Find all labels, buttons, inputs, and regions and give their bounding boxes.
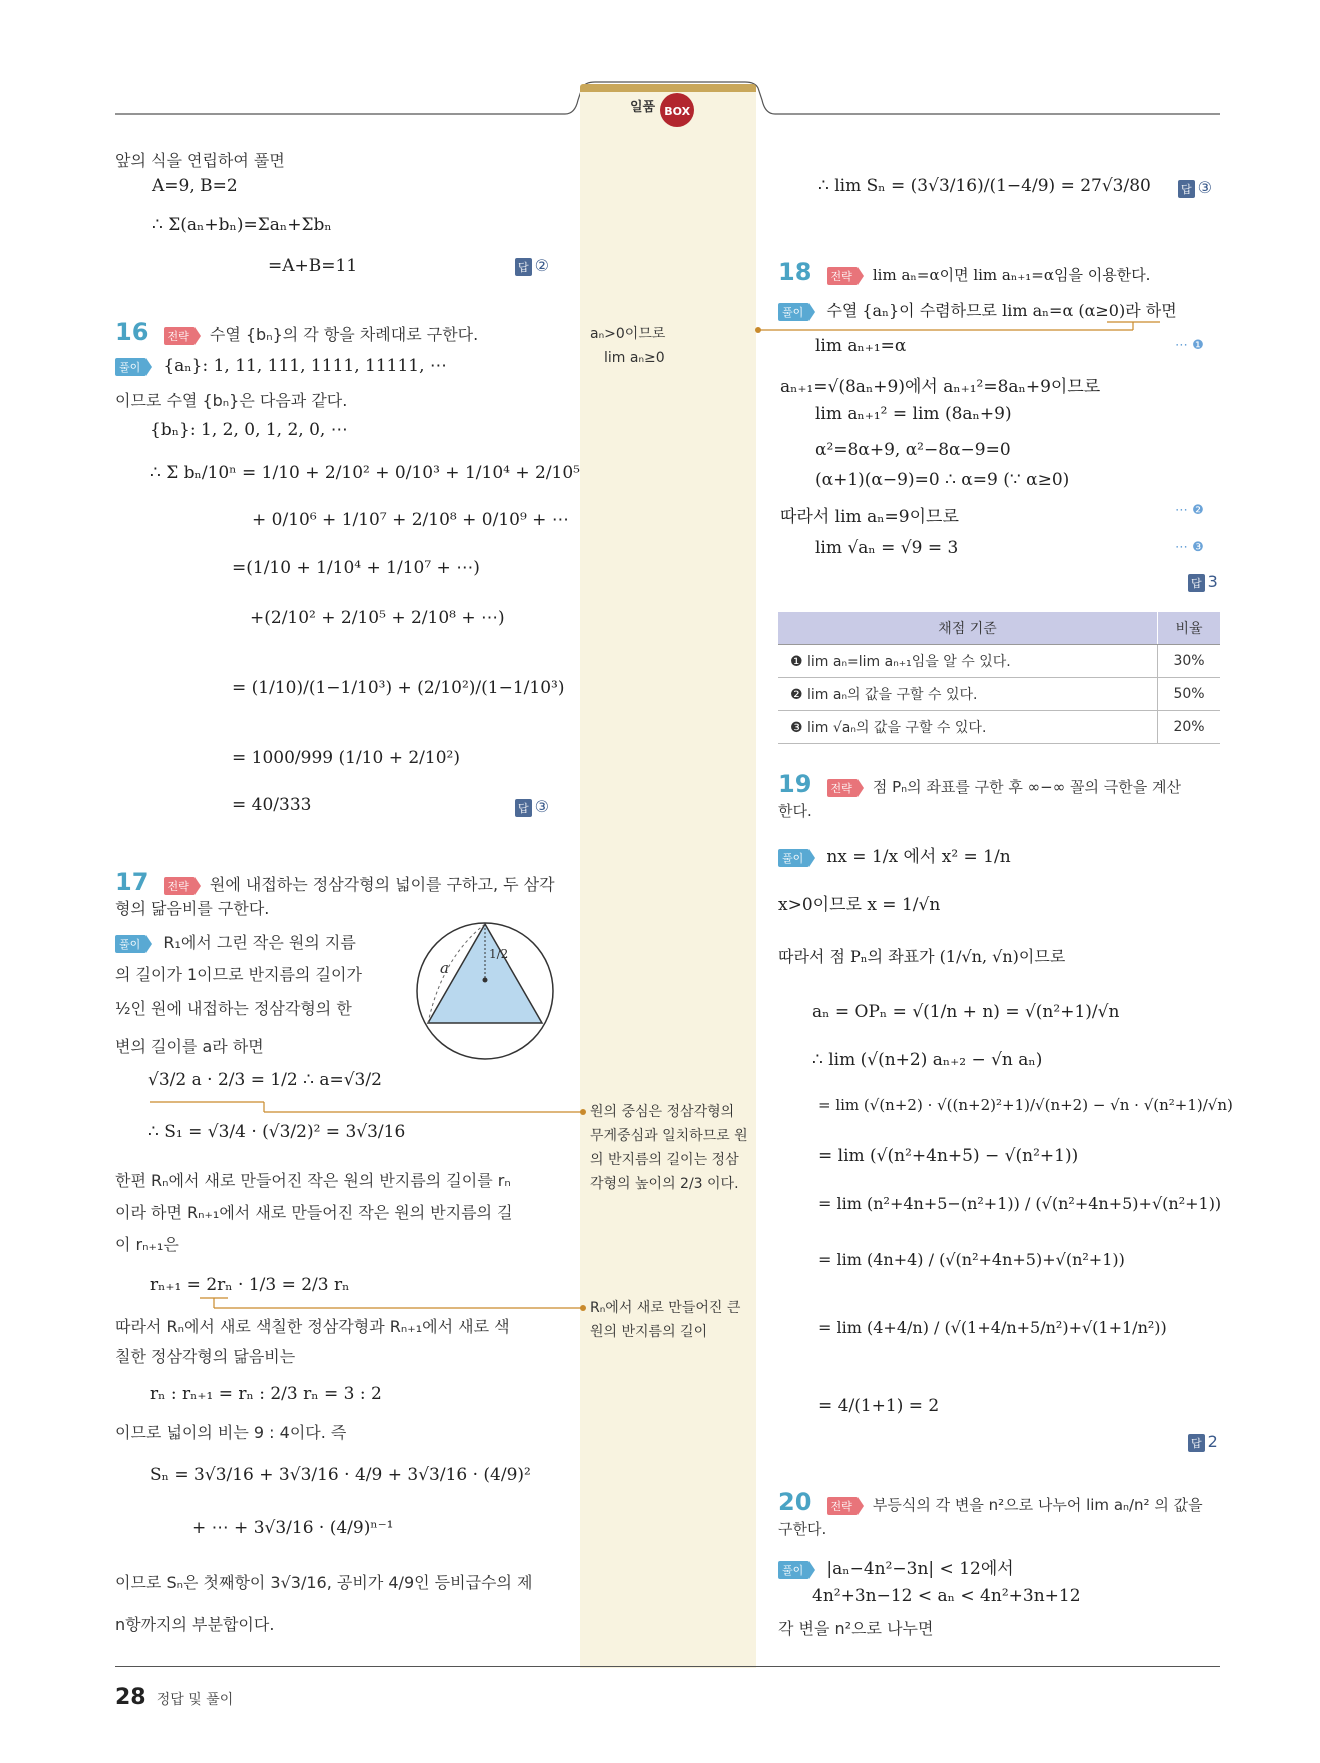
strategy-badge: 전략	[164, 327, 195, 345]
p19-s2: x>0이므로 x = 1/√n	[778, 895, 941, 915]
footer-rule	[115, 1666, 1220, 1667]
problem-19-solution-start	[778, 842, 1011, 867]
answer-18-value: 3	[1207, 572, 1218, 591]
grading-table-header	[778, 612, 1220, 645]
criteria-mark-2: ⋯ ❷	[1175, 503, 1204, 518]
p18-e4: α²=8α+9, α²−8α−9=0	[815, 440, 1011, 460]
p16-eq1: ∴ Σ bₙ/10ⁿ = 1/10 + 2/10² + 0/10³ + 1/10⁴ + 2/10⁵	[150, 463, 580, 483]
answer-17	[1178, 178, 1212, 198]
criteria-header: 채점 기준	[778, 612, 1158, 645]
p19-e6: = lim (4n+4) / (√(n²+4n+5)+√(n²+1))	[818, 1250, 1125, 1269]
p17-t8: 따라서 Rₙ에서 새로 색칠한 정삼각형과 Rₙ₊₁에서 새로 색	[115, 1317, 510, 1336]
p17-t3: ½인 원에 내접하는 정삼각형의 한	[115, 999, 352, 1018]
strategy-badge: 전략	[827, 779, 858, 797]
inscribed-triangle-diagram	[412, 918, 562, 1068]
table-row	[778, 645, 1220, 678]
p17-t1: R₁에서 그린 작은 원의 지름	[163, 933, 356, 952]
problem-16-solution-start	[115, 356, 447, 376]
problem-18-header	[778, 258, 1150, 286]
p17-eq6: + ⋯ + 3√3/16 · (4/9)ⁿ⁻¹	[192, 1518, 394, 1538]
p18-e5: (α+1)(α−9)=0 ∴ α=9 (∵ α≥0)	[815, 470, 1070, 490]
p18-s1: 수열 {aₙ}이 수렴하므로 lim aₙ=α (α≥0)라 하면	[826, 301, 1177, 320]
grading-table	[778, 612, 1220, 744]
sum-line: ∴ Σ(aₙ+bₙ)=Σaₙ+Σbₙ	[152, 215, 332, 235]
p17-t12: n항까지의 부분합이다.	[115, 1615, 275, 1634]
p17-eq2: ∴ S₁ = √3/4 · (√3/2)² = 3√3/16	[148, 1122, 406, 1142]
box-logo-text: BOX	[664, 105, 691, 118]
p19-e4: = lim (√(n²+4n+5) − √(n²+1))	[818, 1146, 1079, 1166]
middle-note-2-line4: 각형의 높이의 2/3 이다.	[590, 1176, 739, 1192]
ratio-cell: 30%	[1158, 645, 1221, 678]
problem-20-strategy-2: 구한다.	[778, 1520, 827, 1538]
p16-eq3: =(1/10 + 1/10⁴ + 1/10⁷ + ⋯)	[232, 558, 480, 578]
p20-s3: 각 변을 n²으로 나누면	[778, 1619, 934, 1638]
p19-s3: 따라서 점 Pₙ의 좌표가 (1/√n, √n)이므로	[778, 947, 1066, 966]
p19-e7: = lim (4+4/n) / (√(1+4/n+5/n²)+√(1+1/n²))	[818, 1318, 1167, 1337]
strategy-badge: 전략	[827, 267, 858, 285]
problem-17-header	[115, 868, 555, 896]
answer-icon: 답	[1188, 574, 1205, 592]
ratio-header: 비율	[1158, 612, 1221, 645]
p16-eq4: +(2/10² + 2/10⁵ + 2/10⁸ + ⋯)	[250, 608, 505, 628]
p19-e2: ∴ lim (√(n+2) aₙ₊₂ − √n aₙ)	[812, 1050, 1043, 1070]
problem-17-number: 17	[115, 868, 149, 896]
diagram-side-label: a	[440, 959, 449, 977]
answer-16	[515, 797, 549, 817]
criteria-cell: ❶ lim aₙ=lim aₙ₊₁임을 알 수 있다.	[778, 645, 1158, 678]
ab-values: A=9, B=2	[152, 176, 238, 196]
middle-note-2	[590, 1100, 748, 1196]
problem-16-strategy: 수열 {bₙ}의 각 항을 차례대로 구한다.	[209, 325, 479, 344]
p17-t4: 변의 길이를 a라 하면	[115, 1037, 264, 1056]
middle-note-2-line2: 무게중심과 일치하므로 원	[590, 1128, 748, 1144]
page-number: 28	[115, 1685, 146, 1710]
problem-19-number: 19	[778, 770, 812, 798]
problem-20-number: 20	[778, 1488, 812, 1516]
p19-s1: nx = 1/x 에서 x² = 1/n	[826, 847, 1011, 867]
middle-note-1-line2: lim aₙ≥0	[604, 350, 665, 366]
ratio-cell: 50%	[1158, 678, 1221, 711]
problem-20-solution-start	[778, 1554, 1014, 1579]
problem-17-strategy: 원에 내접하는 정삼각형의 넓이를 구하고, 두 삼각	[209, 875, 555, 894]
solution-badge: 풀이	[115, 358, 146, 376]
p17-eq4: rₙ : rₙ₊₁ = rₙ : 2/3 rₙ = 3 : 2	[150, 1384, 382, 1404]
sum-result: =A+B=11	[268, 256, 358, 276]
p17-t10: 이므로 넓이의 비는 9 : 4이다. 즉	[115, 1423, 347, 1442]
middle-note-1-line1: aₙ>0이므로	[590, 326, 666, 342]
middle-note-3-line1: Rₙ에서 새로 만들어진 큰	[590, 1300, 741, 1316]
problem-19-strategy: 점 Pₙ의 좌표를 구한 후 ∞−∞ 꼴의 극한을 계산	[872, 778, 1181, 796]
box-logo	[660, 93, 694, 127]
p17-t5: 한편 Rₙ에서 새로 만들어진 작은 원의 반지름의 길이를 rₙ	[115, 1171, 511, 1190]
center-band-top-tab	[580, 84, 756, 92]
p17-t11: 이므로 Sₙ은 첫째항이 3√3/16, 공비가 4/9인 등비급수의 제	[115, 1573, 533, 1592]
strategy-badge: 전략	[164, 877, 195, 895]
answer-19-value: 2	[1207, 1432, 1218, 1451]
answer-15-value: ②	[534, 256, 549, 275]
p19-e5: = lim (n²+4n+5−(n²+1)) / (√(n²+4n+5)+√(n²+1))	[818, 1194, 1222, 1213]
p16-eq6: = 1000/999 (1/10 + 2/10²)	[232, 748, 460, 768]
criteria-cell: ❸ lim √aₙ의 값을 구할 수 있다.	[778, 711, 1158, 744]
diagram-radius-label: 1/2	[489, 947, 509, 961]
p16-eq2: + 0/10⁶ + 1/10⁷ + 2/10⁸ + 0/10⁹ + ⋯	[252, 510, 569, 530]
solution-badge: 풀이	[778, 849, 809, 867]
header-logo	[630, 93, 694, 125]
table-row	[778, 678, 1220, 711]
p20-s2: 4n²+3n−12 < aₙ < 4n²+3n+12	[812, 1586, 1081, 1606]
middle-note-2-line1: 원의 중심은 정삼각형의	[590, 1104, 735, 1120]
problem-20-strategy: 부등식의 각 변을 n²으로 나누어 lim aₙ/n² 의 값을	[872, 1496, 1203, 1514]
criteria-mark-3: ⋯ ❸	[1175, 540, 1204, 555]
answer-icon: 답	[515, 799, 532, 817]
strategy-badge: 전략	[827, 1497, 858, 1515]
criteria-cell: ❷ lim aₙ의 값을 구할 수 있다.	[778, 678, 1158, 711]
p19-e1: aₙ = OPₙ = √(1/n + n) = √(n²+1)/√n	[812, 1002, 1120, 1022]
seq-a: {aₙ}: 1, 11, 111, 1111, 11111, ⋯	[163, 356, 447, 376]
answer-icon: 답	[1188, 1434, 1205, 1452]
answer-17-value: ③	[1197, 178, 1212, 197]
middle-note-2-line3: 의 반지름의 길이는 정삼	[590, 1152, 739, 1168]
p18-e3: lim aₙ₊₁² = lim (8aₙ+9)	[815, 404, 1012, 424]
table-row	[778, 711, 1220, 744]
p17-eq1: √3/2 a · 2/3 = 1/2 ∴ a=√3/2	[148, 1070, 382, 1090]
p16-eq7: = 40/333	[232, 795, 312, 815]
p16-eq5: = (1/10)/(1−1/10³) + (2/10²)/(1−1/10³)	[232, 678, 565, 698]
answer-19	[1188, 1432, 1218, 1452]
answer-icon: 답	[515, 258, 532, 276]
middle-note-1	[590, 322, 665, 370]
solution-badge: 풀이	[778, 303, 809, 321]
p18-e7: lim √aₙ = √9 = 3	[815, 538, 959, 558]
right-top-eq: ∴ lim Sₙ = (3√3/16)/(1−4/9) = 27√3/80	[818, 176, 1151, 196]
footer-label: 정답 및 풀이	[156, 1692, 234, 1708]
middle-note-3	[590, 1296, 740, 1344]
p17-eq3: rₙ₊₁ = 2rₙ · 1/3 = 2/3 rₙ	[150, 1275, 350, 1295]
p20-s1: |aₙ−4n²−3n| < 12에서	[826, 1559, 1014, 1579]
criteria-mark-1: ⋯ ❶	[1175, 338, 1204, 353]
problem-19-strategy-2: 한다.	[778, 802, 812, 820]
solution-badge: 풀이	[115, 935, 146, 953]
p16-text1: 이므로 수열 {bₙ}은 다음과 같다.	[115, 391, 348, 410]
footer	[115, 1685, 233, 1710]
problem-20-header	[778, 1488, 1203, 1516]
problem-16-header	[115, 318, 478, 346]
p18-e6: 따라서 lim aₙ=9이므로	[780, 507, 959, 527]
solution-badge: 풀이	[778, 1561, 809, 1579]
intro-text: 앞의 식을 연립하여 풀면	[115, 151, 285, 170]
p19-e3: = lim (√(n+2) · √((n+2)²+1)/√(n+2) − √n · √(n²+1)/√n)	[818, 1096, 1233, 1114]
problem-18-number: 18	[778, 258, 812, 286]
p17-t2: 의 길이가 1이므로 반지름의 길이가	[115, 965, 362, 984]
problem-17-solution-start	[115, 930, 356, 953]
header-label: 일품	[630, 100, 656, 115]
p17-t9: 칠한 정삼각형의 닮음비는	[115, 1347, 296, 1366]
answer-16-value: ③	[534, 797, 549, 816]
problem-19-header	[778, 770, 1181, 798]
ratio-cell: 20%	[1158, 711, 1221, 744]
p18-e1: lim aₙ₊₁=α	[815, 336, 907, 356]
p19-e8: = 4/(1+1) = 2	[818, 1396, 940, 1416]
problem-18-solution-start	[778, 298, 1177, 321]
p17-t7: 이 rₙ₊₁은	[115, 1235, 179, 1254]
p17-eq5: Sₙ = 3√3/16 + 3√3/16 · 4/9 + 3√3/16 · (4/9)²	[150, 1465, 531, 1485]
answer-icon: 답	[1178, 180, 1195, 198]
answer-18	[1188, 572, 1218, 592]
seq-b: {bₙ}: 1, 2, 0, 1, 2, 0, ⋯	[150, 420, 348, 440]
p18-e2: aₙ₊₁=√(8aₙ+9)에서 aₙ₊₁²=8aₙ+9이므로	[780, 377, 1101, 397]
middle-note-3-line2: 원의 반지름의 길이	[590, 1324, 708, 1340]
problem-17-strategy-2: 형의 닮음비를 구한다.	[115, 899, 270, 918]
problem-16-number: 16	[115, 318, 149, 346]
problem-18-strategy: lim aₙ=α이면 lim aₙ₊₁=α임을 이용한다.	[872, 266, 1151, 284]
p17-t6: 이라 하면 Rₙ₊₁에서 새로 만들어진 작은 원의 반지름의 길	[115, 1203, 513, 1222]
answer-15	[515, 256, 549, 276]
